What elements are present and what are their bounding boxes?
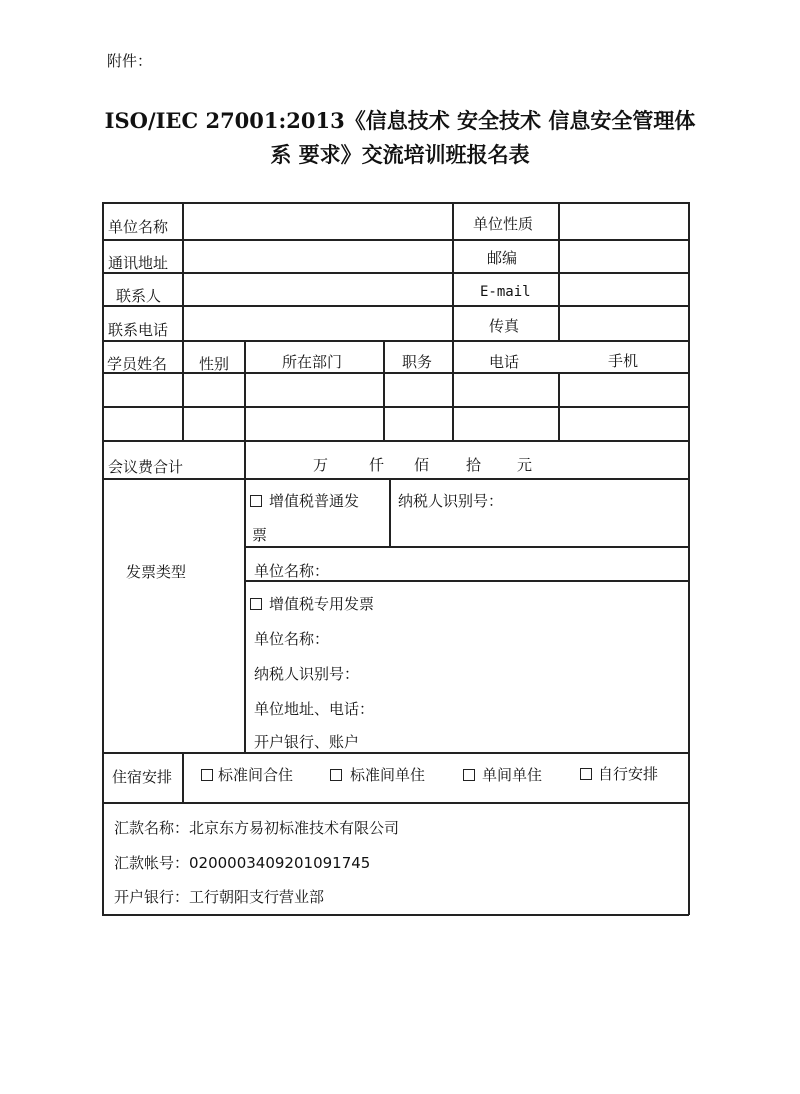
remit-bank: 开户银行：工行朝阳支行营业部 [114, 888, 325, 906]
invoice-normal-label-line1: 增值税普通发 [269, 492, 360, 510]
fee-total-label: 会议费合计 [108, 458, 184, 476]
department-header: 所在部门 [282, 353, 343, 371]
fee-unit-shi: 拾 [466, 456, 482, 474]
lodging-self-arranged-label: 自行安排 [598, 765, 659, 783]
table-border-bottom [102, 914, 689, 916]
fee-unit-yuan: 元 [517, 456, 533, 474]
fee-unit-qian: 仟 [369, 456, 385, 474]
special-address-phone-label: 单位地址、电话： [254, 700, 375, 718]
col-divider [389, 478, 391, 546]
invoice-normal-unit-label: 单位名称： [254, 562, 330, 580]
participant-name-header: 学员姓名 [107, 355, 168, 373]
remit-name: 汇款名称：北京东方易初标准技术有限公司 [114, 819, 400, 837]
mobile-header: 手机 [608, 352, 639, 370]
contact-label: 联系人 [116, 287, 162, 305]
postcode-label: 邮编 [487, 249, 518, 267]
phone-label: 联系电话 [108, 321, 169, 339]
invoice-normal-label-line2: 票 [252, 526, 268, 544]
row-divider [102, 752, 689, 754]
unit-name-label: 单位名称 [108, 218, 169, 236]
invoice-special-label: 增值税专用发票 [269, 595, 375, 613]
lodging-self-arranged-checkbox[interactable] [580, 768, 592, 780]
title-line-2: 系 要求》交流培训班报名表 [270, 142, 530, 167]
row-divider [102, 272, 689, 274]
lodging-label: 住宿安排 [112, 768, 173, 786]
col-divider [558, 372, 560, 440]
taxpayer-id-label: 纳税人识别号： [398, 492, 504, 510]
col-divider [244, 340, 246, 478]
row-divider [102, 802, 689, 804]
col-divider [244, 478, 246, 752]
col-divider [182, 752, 184, 802]
table-border-left [102, 202, 104, 915]
col-divider [383, 340, 385, 440]
fee-unit-bai: 佰 [414, 456, 430, 474]
fax-label: 传真 [489, 317, 520, 335]
row-divider [102, 440, 689, 442]
lodging-single-standard-label: 标准间单住 [350, 766, 426, 784]
title-line-1: ISO/IEC 27001:2013《信息技术 安全技术 信息安全管理体 [104, 108, 696, 133]
col-divider [182, 202, 184, 440]
invoice-normal-checkbox[interactable] [250, 495, 262, 507]
invoice-divider [244, 580, 689, 582]
email-label: E-mail [480, 284, 531, 300]
row-divider [102, 239, 689, 241]
special-taxpayer-label: 纳税人识别号： [254, 665, 360, 683]
invoice-divider [244, 546, 689, 548]
fee-unit-wan: 万 [313, 456, 329, 474]
lodging-shared-standard-label: 标准间合住 [218, 766, 294, 784]
row-divider [102, 305, 689, 307]
attachment-label: 附件： [107, 52, 153, 70]
gender-header: 性别 [199, 355, 230, 373]
row-divider [102, 340, 689, 342]
table-border-right [688, 202, 690, 915]
lodging-single-room-checkbox[interactable] [463, 769, 475, 781]
col-divider [558, 202, 560, 340]
lodging-single-room-label: 单间单住 [482, 766, 543, 784]
lodging-shared-standard-checkbox[interactable] [201, 769, 213, 781]
row-divider [102, 406, 689, 408]
row-divider [102, 372, 689, 374]
invoice-type-label: 发票类型 [126, 563, 187, 581]
special-unit-label: 单位名称： [254, 630, 330, 648]
table-border-top [102, 202, 689, 204]
unit-nature-label: 单位性质 [473, 215, 534, 233]
col-divider [452, 202, 454, 440]
special-bank-label: 开户银行、账户 [254, 733, 360, 751]
remit-account: 汇款帐号：0200003409201091745 [114, 854, 371, 872]
address-label: 通讯地址 [108, 254, 169, 272]
invoice-special-checkbox[interactable] [250, 598, 262, 610]
row-divider [102, 478, 689, 480]
position-header: 职务 [402, 353, 433, 371]
tel-header: 电话 [489, 353, 520, 371]
lodging-single-standard-checkbox[interactable] [330, 769, 342, 781]
